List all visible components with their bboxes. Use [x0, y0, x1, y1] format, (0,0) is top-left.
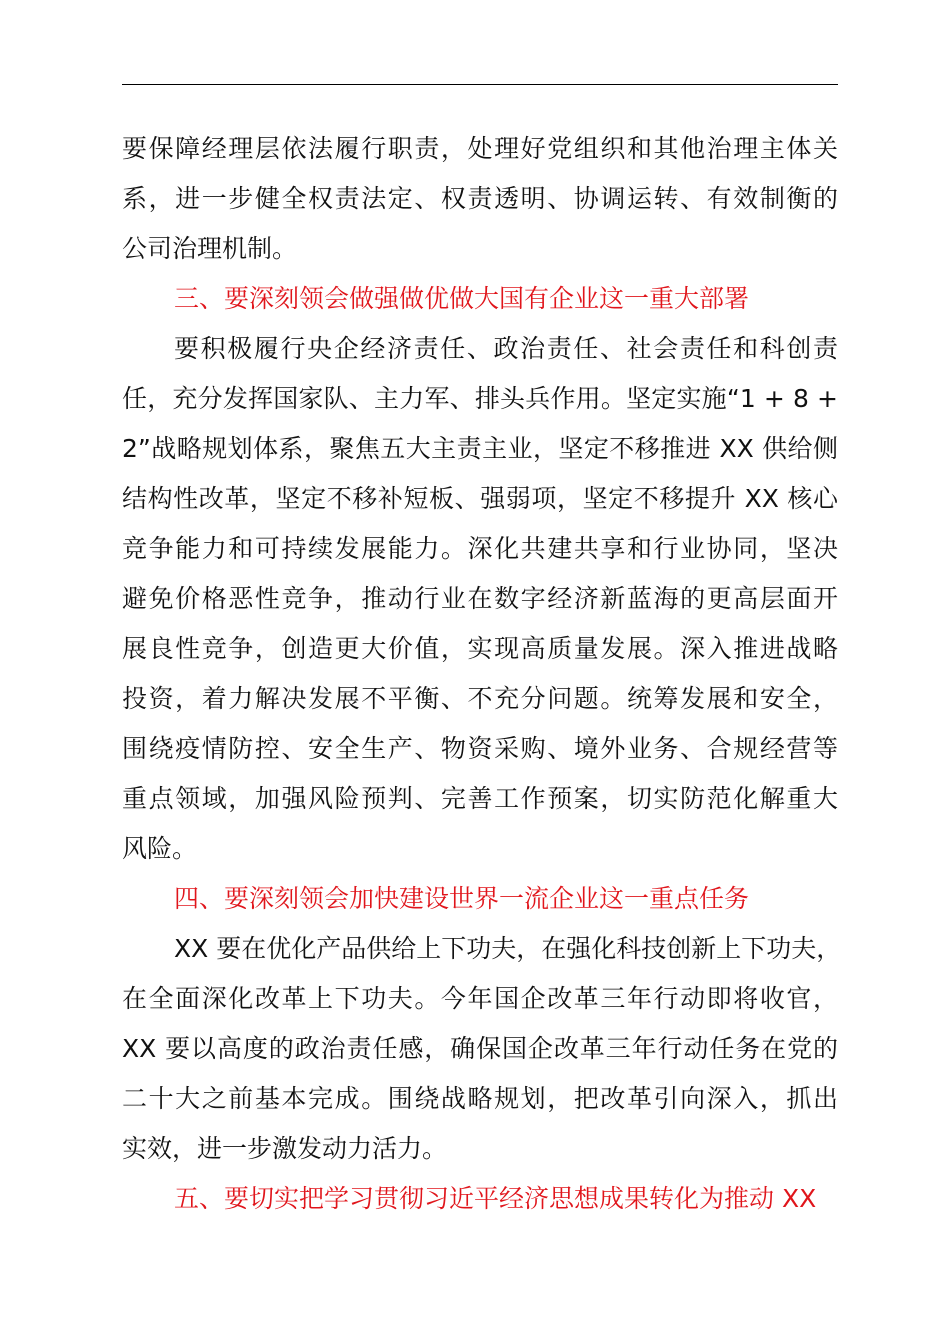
paragraph-world-class	[122, 924, 842, 1174]
paragraph-line: 二十大之前基本完成。围绕战略规划，把改革引向深入，抓出	[122, 1084, 838, 1113]
section-heading-3: 三、要深刻领会做强做优做大国有企业这一重大部署	[174, 284, 750, 313]
paragraph-line: 投资，着力解决发展不平衡、不充分问题。统筹发展和安全，	[122, 684, 838, 713]
section-heading-5: 五、要切实把学习贯彻习近平经济思想成果转化为推动 XX	[174, 1184, 817, 1213]
paragraph-line: 重点领域，加强风险预判、完善工作预案，切实防范化解重大	[122, 784, 838, 813]
paragraph-line: 避免价格恶性竞争，推动行业在数字经济新蓝海的更高层面开	[122, 584, 838, 613]
paragraph-line: 任，充分发挥国家队、主力军、排头兵作用。坚定实施“1 + 8 +	[122, 384, 838, 413]
paragraph-line: 围绕疫情防控、安全生产、物资采购、境外业务、合规经营等	[122, 734, 838, 763]
paragraph-line: 实效，进一步激发动力活力。	[122, 1134, 448, 1163]
paragraph-line: 展良性竞争，创造更大价值，实现高质量发展。深入推进战略	[122, 634, 838, 663]
paragraph-line: 结构性改革，坚定不移补短板、强弱项，坚定不移提升 XX 核心	[122, 484, 838, 513]
document-body	[122, 124, 842, 1224]
paragraph-line: 风险。	[122, 834, 198, 863]
paragraph-responsibilities	[122, 324, 838, 874]
paragraph-line: 系，进一步健全权责法定、权责透明、协调运转、有效制衡的	[122, 184, 838, 213]
paragraph-line: 公司治理机制。	[122, 234, 298, 263]
header-rule	[122, 84, 838, 85]
paragraph-line: XX 要在优化产品供给上下功夫，在强化科技创新上下功夫，	[174, 934, 842, 963]
paragraph-line: 要保障经理层依法履行职责，处理好党组织和其他治理主体关	[122, 134, 838, 163]
paragraph-line: XX 要以高度的政治责任感，确保国企改革三年行动任务在党的	[122, 1034, 838, 1063]
paragraph-governance	[122, 124, 838, 274]
paragraph-line: 要积极履行央企经济责任、政治责任、社会责任和科创责	[174, 334, 838, 363]
paragraph-line: 在全面深化改革上下功夫。今年国企改革三年行动即将收官，	[122, 984, 838, 1013]
paragraph-line: 竞争能力和可持续发展能力。深化共建共享和行业协同，坚决	[122, 534, 838, 563]
paragraph-line: 2”战略规划体系，聚焦五大主责主业，坚定不移推进 XX 供给侧	[122, 434, 838, 463]
section-heading-4: 四、要深刻领会加快建设世界一流企业这一重点任务	[174, 884, 750, 913]
